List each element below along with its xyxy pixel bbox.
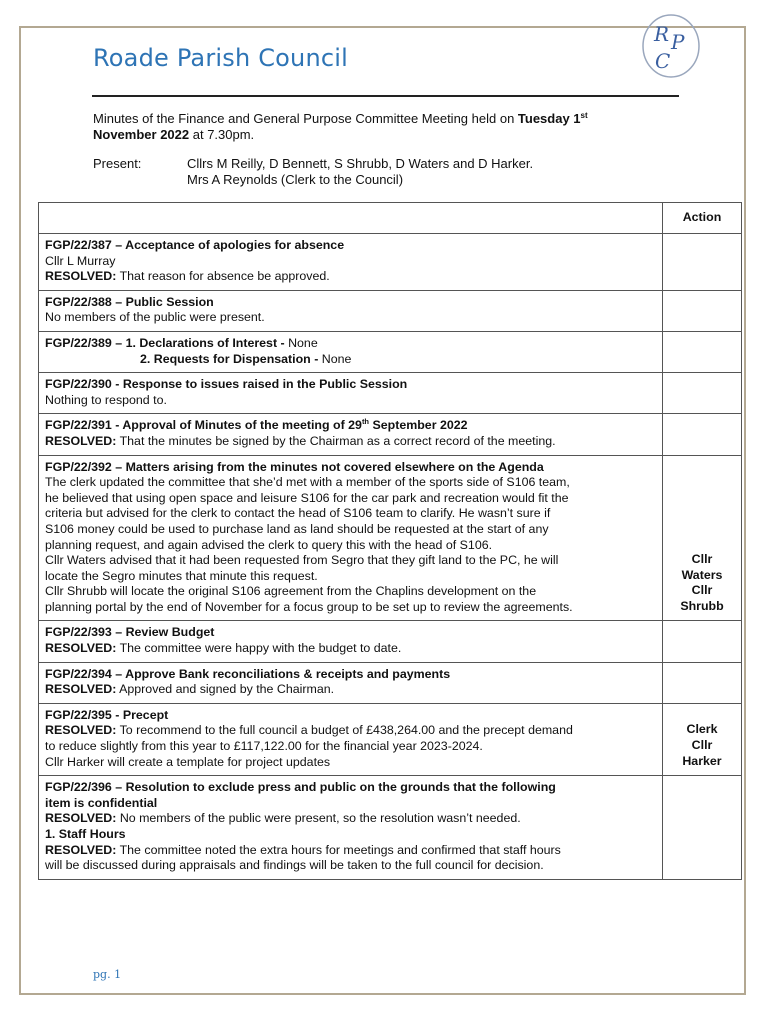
action-cell — [663, 414, 742, 455]
minute-item-395: FGP/22/395 - Precept RESOLVED: To recommend to the full council a budget of £438,264.00 and the precept demand to reduce slightly from this year to £117,122.00 for the financial year 2023-2024. Cllr Harker will create a template for project updates Clerk Cllr Harker — [39, 703, 742, 775]
present-names: Cllrs M Reilly, D Bennett, S Shrubb, D Waters and D Harker. Mrs A Reynolds (Clerk to the Council) — [187, 156, 534, 187]
svg-text:R: R — [654, 22, 670, 46]
minute-item-387: FGP/22/387 – Acceptance of apologies for absence Cllr L Murray RESOLVED: That reason for absence be approved. — [39, 234, 742, 291]
header-blank-cell — [39, 203, 663, 234]
action-cell — [663, 621, 742, 662]
page-title: Roade Parish Council — [93, 44, 348, 72]
minute-item-393: FGP/22/393 – Review Budget RESOLVED: The committee were happy with the budget to date. — [39, 621, 742, 662]
action-cell — [663, 776, 742, 880]
action-column-header: Action — [663, 203, 742, 234]
svg-text:P: P — [671, 30, 685, 54]
present-label: Present: — [93, 156, 142, 171]
action-cell: Cllr Waters Cllr Shrubb — [663, 455, 742, 621]
header-divider — [92, 95, 679, 97]
page-number: pg. 1 — [93, 968, 122, 981]
minute-item-388: FGP/22/388 – Public Session No members of the public were present. — [39, 290, 742, 331]
action-cell: Clerk Cllr Harker — [663, 703, 742, 775]
minute-item-391: FGP/22/391 - Approval of Minutes of the meeting of 29th September 2022 RESOLVED: That the minutes be signed by the Chairman as a correct record of the meeting. — [39, 414, 742, 455]
action-cell — [663, 331, 742, 372]
minute-item-394: FGP/22/394 – Approve Bank reconciliations & receipts and payments RESOLVED: Approved and signed by the Chairman. — [39, 662, 742, 703]
action-cell — [663, 290, 742, 331]
meeting-intro: Minutes of the Finance and General Purpose Committee Meeting held on Tuesday 1st November 2022 at 7.30pm. — [93, 111, 588, 142]
action-cell — [663, 662, 742, 703]
minutes-table — [38, 202, 742, 880]
council-logo — [641, 13, 701, 79]
table-header-row — [39, 203, 742, 234]
svg-text:C: C — [655, 49, 671, 73]
minute-item-392: FGP/22/392 – Matters arising from the minutes not covered elsewhere on the Agenda The clerk updated the committee that she’d met with a member of the sports side of S106 team, he believed that using open space and leisure S106 for the car park and recreation would fit the criteria but advised for the clerk to contact the head of S106 team to clarify. He wasn’t sure if S106 money could be used to purchase land as land should be requested at the start of any planning request, and again advised the clerk to query this with the head of S106. Cllr Waters advised that it had been requested from Segro that they gift land to the PC, he will locate the Segro minutes that minute this request. Cllr Shrubb will locate the original S106 agreement from the Chaplins development on the planning portal by the end of November for a focus group to be set up to review the agreements. Cllr Waters Cllr Shrubb — [39, 455, 742, 621]
action-cell — [663, 373, 742, 414]
minute-item-390: FGP/22/390 - Response to issues raised in the Public Session Nothing to respond to. — [39, 373, 742, 414]
action-cell — [663, 234, 742, 291]
minute-item-389: FGP/22/389 – 1. Declarations of Interest - None 2. Requests for Dispensation - None — [39, 331, 742, 372]
minute-item-396: FGP/22/396 – Resolution to exclude press and public on the grounds that the following item is confidential RESOLVED: No members of the public were present, so the resolution wasn’t needed. 1. Staff Hours RESOLVED: The committee noted the extra hours for meetings and confirmed that staff hours will be discussed during appraisals and findings will be taken to the full council for decision. — [39, 776, 742, 880]
